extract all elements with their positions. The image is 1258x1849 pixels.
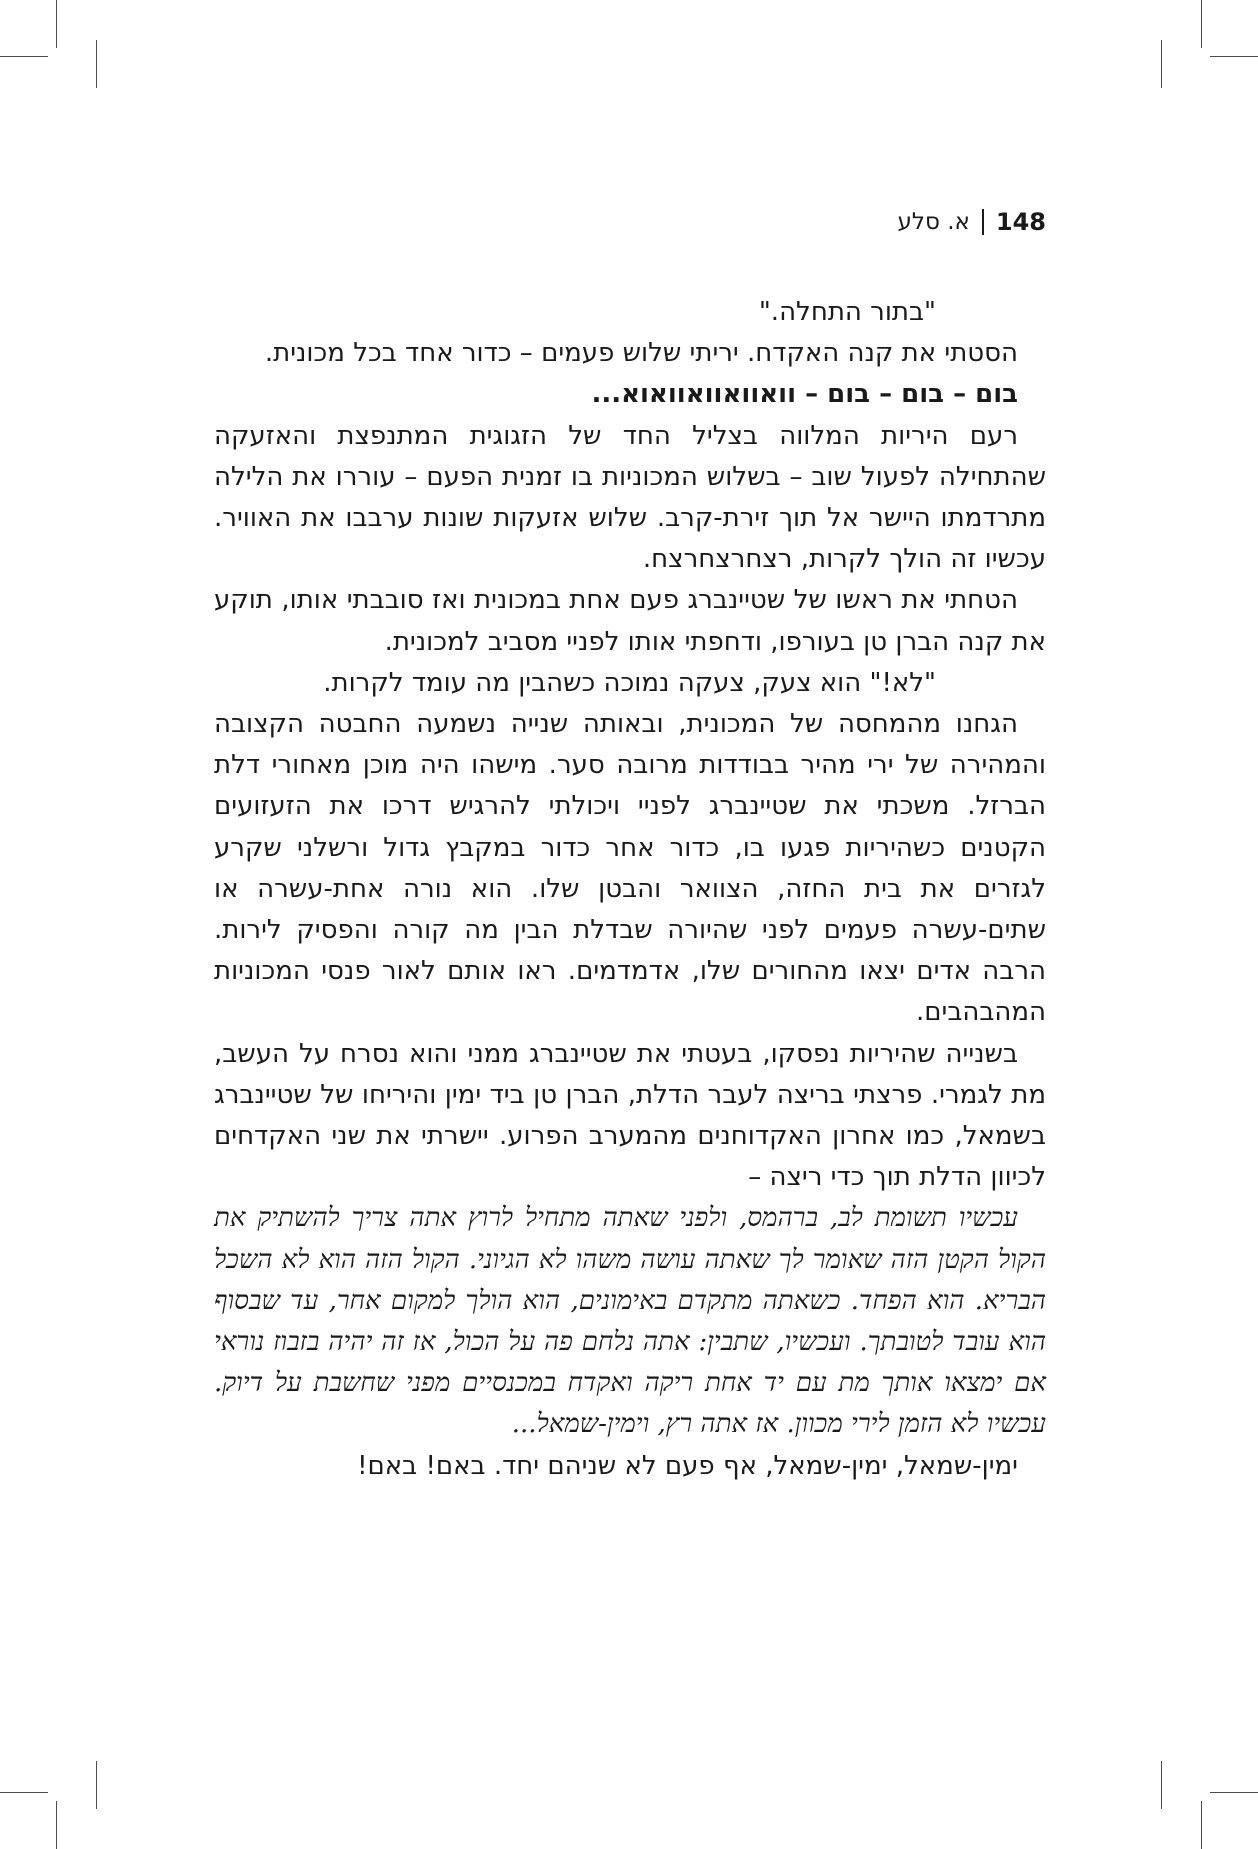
paragraph: הטחתי את ראשו של שטיינברג פעם אחת במכונית ואז סובבתי אותו, תוקע את קנה הברן טן בעורפו, ודחפתי אותו לפניי מסביב למכונית. — [214, 585, 1046, 657]
crop-mark — [1201, 0, 1202, 48]
crop-mark — [1161, 1761, 1162, 1809]
header-author: א. סלע — [897, 209, 970, 235]
paragraph: "לא!" הוא צעק, צעקה נמוכה כשהבין מה עומד לקרות. — [323, 667, 936, 698]
crop-mark — [56, 1801, 57, 1849]
paragraph: רעם היריות המלווה בצליל החד של הזגוגית המתנפצת והאזעקה שהתחילה לפעול שוב – בשלוש המכוניות בו זמנית הפעם – עוררו את הלילה מתרדמתו היישר אל תוך זירת-קרב. שלוש אזעקות שונות ערבבו את האוויר. עכשיו זה הולך לקרות, רצחרצחרצח. — [214, 420, 1046, 575]
header-divider — [982, 209, 984, 235]
paragraph: "בתור התחלה." — [758, 297, 936, 327]
crop-mark — [1201, 1801, 1202, 1849]
paragraph: בשנייה שהיריות נפסקו, בעטתי את שטיינברג ממני והוא נסרח על העשב, מת לגמרי. פרצתי בריצה לעבר הדלת, הברן טן ביד ימין והיריחו של שטיינברג בשמאל, כמו אחרון האקדוחנים מהמערב הפרוע. יישרתי את שני האקדחים לכיוון הדלת תוך כדי ריצה – — [214, 1038, 1046, 1193]
crop-mark — [1210, 1792, 1258, 1793]
paragraph: הסטתי את קנה האקדח. יריתי שלוש פעמים – כדור אחד בכל מכונית. — [264, 338, 1018, 369]
crop-mark — [56, 0, 57, 48]
page-body — [214, 292, 1046, 1487]
crop-mark — [1161, 40, 1162, 88]
crop-mark — [96, 1761, 97, 1809]
paragraph: הגחנו מהמחסה של המכונית, ובאותה שנייה נשמעה החבטה הקצובה והמהירה של ירי מהיר בבודדות מרובה סער. מישהו היה מוכן מאחורי דלת הברזל. משכתי את שטיינברג לפניי ויכולתי להרגיש דרכו את הזעזועים הקטנים כשהיריות פגעו בו, כדור אחר כדור במקבץ גדול ורשלני שקרע לגזרים את בית החזה, הצוואר והבטן שלו. הוא נורה אחת-עשרה או שתים-עשרה פעמים לפני שהיורה שבדלת הבין מה קורה והפסיק לירות. הרבה אדים יצאו מהחורים שלו, אדמדמים. ראו אותם לאור פנסי המכוניות המהבהבים. — [214, 709, 1046, 1028]
crop-mark — [0, 56, 48, 57]
running-header — [897, 208, 1046, 236]
crop-mark — [1210, 56, 1258, 57]
page-number: 148 — [995, 208, 1046, 236]
paragraph: בום – בום – בום – וואוואוואוואוא... — [591, 379, 1018, 410]
crop-mark — [96, 40, 97, 88]
crop-mark — [0, 1792, 48, 1793]
paragraph: עכשיו תשומת לב, ברהמס, ולפני שאתה מתחיל לרוץ אתה צריך להשתיק את הקול הקטן הזה שאומר לך שאתה עושה משהו לא הגיוני. הקול הזה הוא לא השכל הבריא. הוא הפחד. כשאתה מתקדם באימונים, הוא הולך למקום אחר, עד שבסוף הוא עובד לטובתך. ועכשיו, שתבין: אתה נלחם פה על הכול, אז זה יהיה בזבוז נוראי אם ימצאו אותך מת עם יד אחת ריקה ואקדח במכנסיים מפני שחשבת על דיוק. עכשיו לא הזמן לירי מכוון. אז אתה רץ, וימין-שמאל... — [214, 1203, 1046, 1440]
paragraph: ימין-שמאל, ימין-שמאל, אף פעם לא שניהם יחד. באם! באם! — [357, 1450, 1018, 1481]
